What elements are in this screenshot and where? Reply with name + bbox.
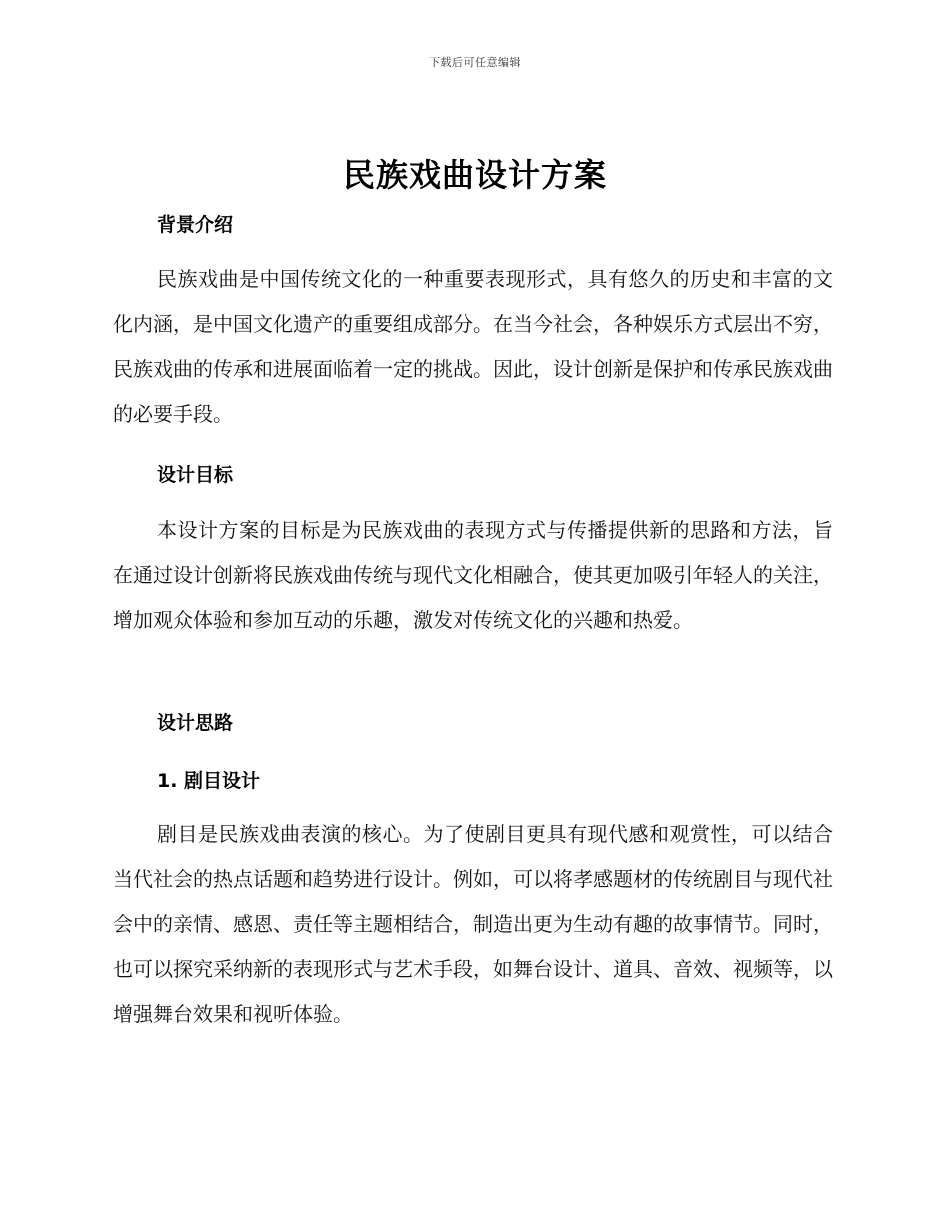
paragraph-repertoire: 剧目是民族戏曲表演的核心。为了使剧目更具有现代感和观赏性，可以结合当代社会的热点话题和趋势进行设计。例如，可以将孝感题材的传统剧目与现代社会中的亲情、感恩、责任等主题相结合，制造出更为生动有趣的故事情节。同时，也可以探究采纳新的表现形式与艺术手段，如舞台设计、道具、音效、视频等，以增强舞台效果和视听体验。 [113,822,833,1026]
paragraph-background: 民族戏曲是中国传统文化的一种重要表现形式，具有悠久的历史和丰富的文化内涵，是中国文化遗产的重要组成部分。在当今社会，各种娱乐方式层出不穷，民族戏曲的传承和进展面临着一定的挑战。因此，设计创新是保护和传承民族戏曲的必要手段。 [113,267,833,426]
paragraph-goal: 本设计方案的目标是为民族戏曲的表现方式与传播提供新的思路和方法，旨在通过设计创新将民族戏曲传统与现代文化相融合，使其更加吸引年轻人的关注，增加观众体验和参加互动的乐趣，激发对传统文化的兴趣和热爱。 [113,518,833,632]
section-heading-background: 背景介绍 [157,214,234,236]
document-title: 民族戏曲设计方案 [342,156,607,194]
subsection-heading-repertoire: 1. 剧目设计 [157,770,261,792]
header-note: 下载后可任意编辑 [429,56,521,69]
section-heading-approach: 设计思路 [157,712,234,734]
section-heading-goal: 设计目标 [157,464,234,486]
